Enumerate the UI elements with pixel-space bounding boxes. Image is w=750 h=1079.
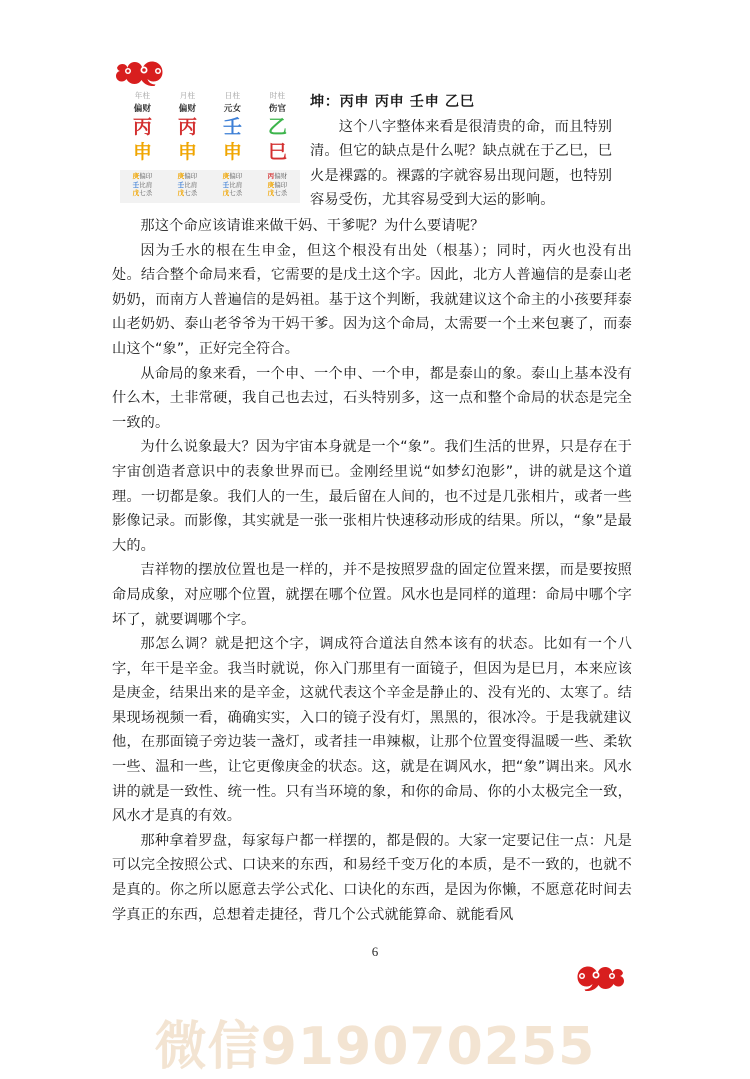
paragraph: 吉祥物的摆放位置也是一样的，并不是按照罗盘的固定位置来摆，而是要按照命局成象，对应哪个位置，就摆在哪个位置。风水也是同样的道理：命局中哪个字坏了，就要调哪个字。: [112, 562, 632, 628]
hidden-stem-row: [255, 173, 300, 182]
heavenly-stem: 乙: [267, 116, 287, 138]
hidden-stem: 戊: [132, 190, 140, 197]
earthly-branch: 申: [222, 141, 242, 163]
bazi-chart: [120, 90, 300, 203]
hidden-stem-row: [210, 190, 255, 199]
hidden-stem-god: 比肩: [139, 181, 153, 189]
bazi-column-year: [120, 90, 165, 165]
hidden-stem: 戊: [267, 190, 275, 197]
cloud-ornament-icon: [114, 60, 170, 86]
heavenly-stem: 壬: [222, 116, 242, 138]
ten-god-label: 元女: [223, 103, 242, 113]
hidden-stem-god: 七杀: [229, 190, 243, 197]
hidden-stem-god: 比肩: [229, 181, 243, 189]
hidden-stem: 庚: [267, 181, 275, 189]
hidden-stem-row: [165, 182, 210, 191]
cloud-ornament-icon: [570, 965, 626, 991]
intro-line: 容易受伤，尤其容易受到大运的影响。: [310, 192, 555, 209]
intro-line: 火是裸露的。裸露的字就容易出现问题，也特别: [310, 167, 613, 184]
hidden-stem-row: [255, 182, 300, 191]
hidden-stem-god: 七杀: [184, 190, 198, 197]
page-number: 6: [371, 944, 379, 959]
bazi-title-line: 坤：丙申 丙申 壬申 乙巳: [310, 94, 475, 110]
bazi-column-day: [210, 90, 255, 165]
hidden-stem: 丙: [267, 173, 275, 180]
paragraph: 为什么说象最大？因为宇宙本身就是一个“象”。我们生活的世界，只是存在于宇宙创造者意识中的表象世界而已。金刚经里说“如梦幻泡影”，讲的就是这个道理。一切都是象。我们人的一生，最后留在人间的，也不过是几张相片，或者一些影像记录。而影像，其实就是一张一张相片快速移动形成的结果。所以，“象”是最大的。: [112, 439, 632, 554]
hidden-stem-row: [120, 182, 165, 191]
hidden-stem-god: 偏印: [139, 173, 153, 180]
hidden-stem-god: 七杀: [139, 190, 153, 197]
watermark: 微信919070255: [154, 1017, 596, 1077]
hidden-stem: 壬: [222, 181, 230, 189]
paragraph: 从命局的象来看，一个申、一个申、一个申，都是泰山的象。泰山上基本没有什么木，土非常硬，我自己也去过，石头特别多，这一点和整个命局的状态是完全一致的。: [112, 365, 632, 431]
hidden-stem: 庚: [132, 173, 140, 180]
hidden-stem-god: 七杀: [274, 190, 288, 197]
hidden-stem-god: 比肩: [184, 181, 198, 189]
hidden-stems-hour: [255, 173, 300, 199]
ten-god-label: 伤官: [268, 103, 287, 113]
pillar-label: 时柱: [269, 91, 286, 100]
paragraph: 那这个命应该请谁来做干妈、干爹呢？为什么要请呢？: [140, 218, 485, 234]
earthly-branch: 申: [132, 141, 152, 163]
hidden-stems-month: [165, 173, 210, 199]
hidden-stem-god: 偏印: [274, 181, 288, 189]
earthly-branch: 巳: [267, 141, 287, 163]
hidden-stem: 庚: [177, 173, 185, 180]
hidden-stem-row: [165, 173, 210, 182]
pillar-label: 年柱: [134, 91, 151, 100]
ten-god-label: 偏财: [178, 103, 197, 113]
pillar-label: 月柱: [179, 91, 196, 100]
paragraph: 因为壬水的根在生申金，但这个根没有出处（根基）；同时，丙火也没有出处。结合整个命局来看，它需要的是戊土这个字。因此，北方人普遍信的是泰山老奶奶，而南方人普遍信的是妈祖。基于这个判断，我就建议这个命主的小孩要拜泰山老奶奶、泰山老爷爷为干妈干爹。因为这个命局，太需要一个土来包裹了，而泰山这个“象”，正好完全符合。: [112, 242, 632, 357]
hidden-stem-row: [120, 190, 165, 199]
pillar-label: 日柱: [224, 91, 241, 100]
hidden-stem: 壬: [132, 181, 140, 189]
intro-line: 这个八字整体来看是很清贵的命，而且特别: [310, 118, 613, 135]
hidden-stem: 戊: [222, 190, 230, 197]
intro-text-block: [310, 90, 632, 213]
hidden-stem: 庚: [222, 173, 230, 180]
bazi-column-hour: [255, 90, 300, 165]
hidden-stem-row: [165, 190, 210, 199]
hidden-stems-day: [210, 173, 255, 199]
hidden-stem: 戊: [177, 190, 185, 197]
hidden-stems-year: [120, 173, 165, 199]
earthly-branch: 申: [177, 141, 197, 163]
hidden-stem-row: [255, 190, 300, 199]
heavenly-stem: 丙: [177, 116, 197, 138]
intro-line: 清。但它的缺点是什么呢？缺点就在于乙巳，巳: [310, 143, 613, 160]
hidden-stem-god: 偏印: [229, 173, 243, 180]
hidden-stems-panel: [120, 170, 300, 203]
bazi-columns: [120, 90, 300, 165]
hidden-stem-god: 偏印: [184, 173, 198, 180]
bazi-column-month: [165, 90, 210, 165]
paragraph: 那种拿着罗盘，每家每户都一样摆的，都是假的。大家一定要记住一点：凡是可以完全按照公式、口诀来的东西，和易经千变万化的本质，是不一致的，也就不是真的。你之所以愿意去学公式化、口诀化的东西，是因为你懒，不愿意花时间去学真正的东西，总想着走捷径，背几个公式就能算命、就能看风: [112, 832, 632, 923]
paragraph: 那怎么调？就是把这个字，调成符合道法自然本该有的状态。比如有一个八字，年干是辛金。我当时就说，你入门那里有一面镜子，但因为是巳月，本来应该是庚金，结果出来的是辛金，这就代表这个辛金是静止的、没有光的、太寒了。结果现场视频一看，确确实实，入口的镜子没有灯，黑黑的，很冰冷。于是我就建议他，在那面镜子旁边装一盏灯，或者挂一串辣椒，让那个位置变得温暖一些、柔软一些、温和一些，让它更像庚金的状态。这，就是在调风水，把“象”调出来。风水讲的就是一致性、统一性。只有当环境的象，和你的命局、你的小太极完全一致，风水才是真的有效。: [112, 636, 632, 825]
hidden-stem: 壬: [177, 181, 185, 189]
hidden-stem-god: 偏财: [274, 173, 288, 180]
ten-god-label: 偏财: [133, 103, 152, 113]
hidden-stem-row: [210, 173, 255, 182]
hidden-stem-row: [120, 173, 165, 182]
heavenly-stem: 丙: [132, 116, 152, 138]
body-text: [112, 214, 632, 927]
hidden-stem-row: [210, 182, 255, 191]
